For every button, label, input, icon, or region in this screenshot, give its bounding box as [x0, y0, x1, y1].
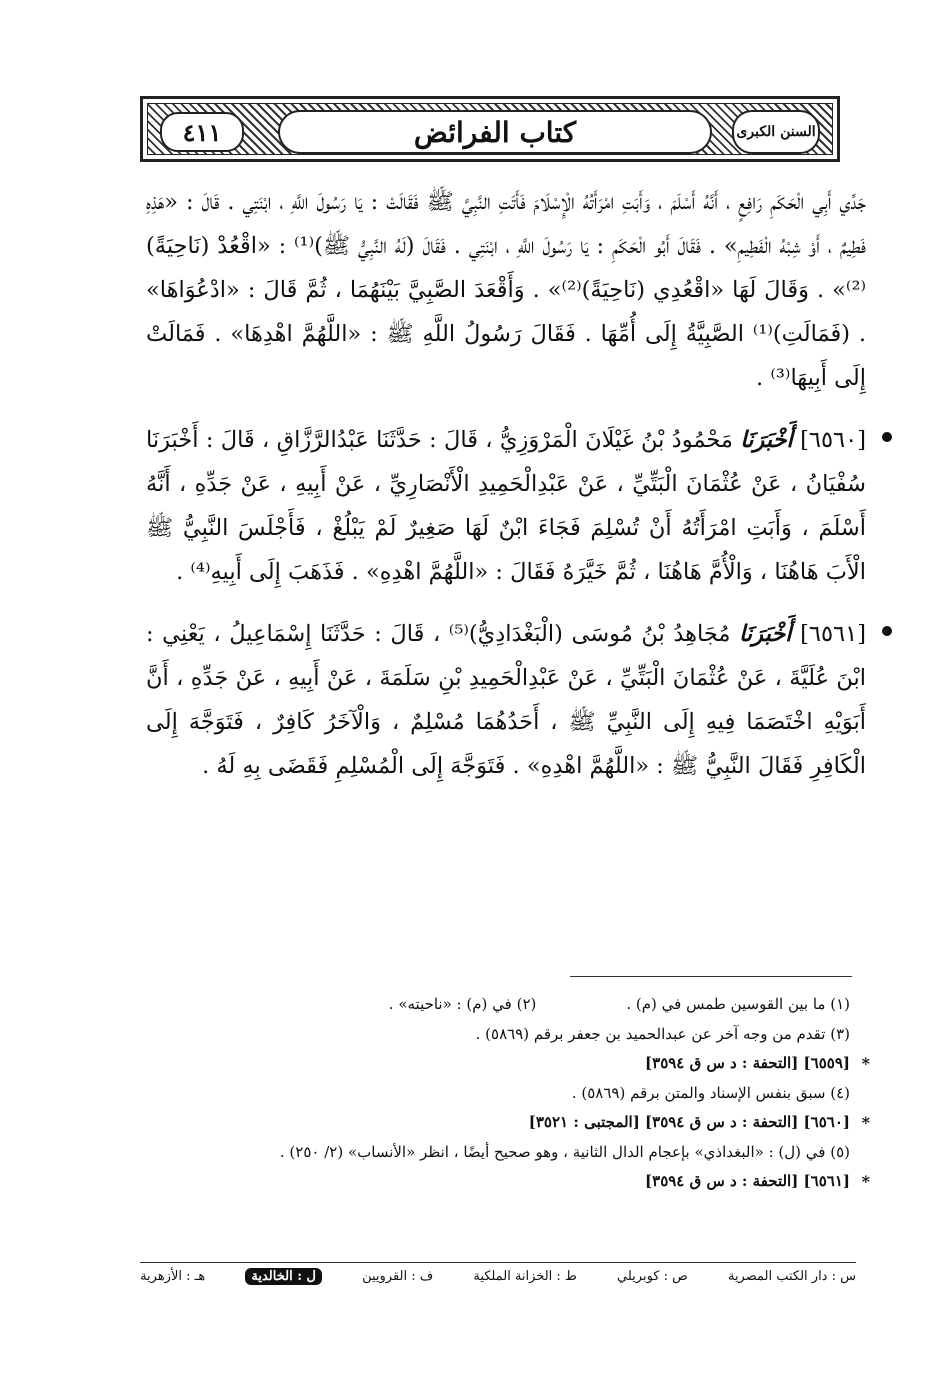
- manuscript-legend: [140, 1268, 856, 1285]
- footnote-2: (٢) في (م) : «ناحيته» .: [388, 995, 537, 1013]
- hadith-lead: أَخْبَرَنَا: [740, 427, 793, 453]
- hadith-number: [٦٥٦١]: [800, 621, 867, 647]
- star-icon: *: [861, 1054, 870, 1073]
- star-icon: *: [861, 1172, 870, 1191]
- legend-item: ط : الخزانة الملكية: [473, 1269, 577, 1284]
- tuhfa-6559: [150, 1049, 870, 1079]
- chapter-title: كتاب الفرائض: [278, 110, 712, 154]
- page-number: ٤١١: [160, 112, 244, 152]
- legend-item-highlighted: ل : الخالدية: [245, 1268, 322, 1285]
- tuhfa-ref: [٦٥٦٠] [التحفة : د س ق ٣٥٩٤] [المجتبى : ٣٥٢١]: [528, 1113, 850, 1131]
- footnotes: [150, 990, 870, 1197]
- hadith-text: مُجَاهِدُ بْنُ مُوسَى (الْبَغْدَادِيُّ)⁽⁵⁾ ، قَالَ : حَدَّثَنَا إِسْمَاعِيلُ ، يَعْنِي : ابْنَ عُلَيَّةَ ، عَنْ عُثْمَانَ الْبَتِّيِّ ، عَنْ عَبْدِالْحَمِيدِ بْنِ سَلَمَةَ ، عَنْ أَبِيهِ ، عَنْ جَدِّهِ ، أَنَّ أَبَوَيْهِ اخْتَصَمَا فِيهِ إِلَى النَّبِيِّ ﷺ ، أَحَدُهُمَا مُسْلِمٌ ، وَالْآخَرُ كَافِرٌ ، فَتَوَجَّهَ إِلَى الْكَافِرِ فَقَالَ النَّبِيُّ ﷺ : «اللَّهُمَّ اهْدِهِ» . فَتَوَجَّهَ إِلَى الْمُسْلِمِ فَقَضَى بِهِ لَهُ .: [146, 621, 866, 779]
- legend-divider: [140, 1262, 856, 1263]
- main-text: [146, 180, 866, 788]
- footnote-5: (٥) في (ل) : «البغداذي» بإعجام الدال الثانية ، وهو صحيح أيضًا ، انظر «الأنساب» (٢/ ٢٥٠) .: [279, 1142, 850, 1161]
- tuhfa-6560: [150, 1108, 870, 1138]
- footnote-3: (٣) تقدم من وجه آخر عن عبدالحميد بن جعفر برقم (٥٨٦٩) .: [475, 1024, 850, 1043]
- footnote-divider: [570, 976, 852, 977]
- hadith-6561: [146, 612, 866, 788]
- legend-item: ف : القرويين: [362, 1269, 434, 1284]
- book-logo: السنن الكبرى: [732, 110, 820, 154]
- footnote-1: (١) ما بين القوسين طمس في (م) .: [626, 995, 850, 1013]
- footnote-4: (٤) سبق بنفس الإسناد والمتن برقم (٥٨٦٩) .: [571, 1083, 850, 1102]
- footnote-row: [150, 990, 850, 1020]
- tuhfa-ref: [٦٥٦١] [التحفة : د س ق ٣٥٩٤]: [645, 1172, 850, 1190]
- legend-item: ص : كوبريلي: [617, 1269, 688, 1284]
- hadith-lead: أَخْبَرَنَا: [739, 621, 792, 647]
- star-icon: *: [861, 1113, 870, 1132]
- hadith-6560: [146, 418, 866, 594]
- bullet-icon: [882, 432, 892, 442]
- header-ornament: [147, 103, 833, 155]
- intro-paragraph: جَدِّي أَبِي الْحَكَمِ رَافِعٍ ، أَنَّهُ أَسْلَمَ ، وَأَبَتِ امْرَأَتُهُ الْإِسْلَامَ فَأَتَتِ النَّبِيَّ ﷺ فَقَالَتْ : يَا رَسُولَ اللَّهِ ، ابْنَتِي . قَالَ : «هَذِهِ فَطِيمٌ ، أَوْ شِبْهُ الْفَطِيمِ» . فَقَالَ أَبُو الْحَكَمِ : يَا رَسُولَ اللَّهِ ، ابْنَتِي . فَقَالَ (لَهُ النَّبِيُّ ﷺ)⁽¹⁾ : «اقْعُدْ (نَاحِيَةً)⁽²⁾» . وَقَالَ لَهَا «اقْعُدِي (نَاحِيَةً)⁽²⁾» . وَأَقْعَدَ الصَّبِيَّ بَيْنَهُمَا ، ثُمَّ قَالَ : «ادْعُوَاهَا» . (فَمَالَتِ)⁽¹⁾ الصَّبِيَّةُ إِلَى أُمِّهَا . فَقَالَ رَسُولُ اللَّهِ ﷺ : «اللَّهُمَّ اهْدِهَا» . فَمَالَتْ إِلَى أَبِيهَا⁽³⁾ .: [146, 189, 867, 391]
- tuhfa-ref: [٦٥٥٩] [التحفة : د س ق ٣٥٩٤]: [645, 1054, 850, 1072]
- bullet-icon: [882, 626, 892, 636]
- hadith-number: [٦٥٦٠]: [800, 427, 866, 453]
- legend-item: هـ : الأزهرية: [140, 1269, 206, 1284]
- legend-item: س : دار الكتب المصرية: [727, 1269, 856, 1284]
- tuhfa-6561: [150, 1167, 870, 1197]
- page-header: [140, 96, 840, 162]
- hadith-text: مَحْمُودُ بْنُ غَيْلَانَ الْمَرْوَزِيُّ ، قَالَ : حَدَّثَنَا عَبْدُالرَّزَّاقِ ، قَالَ : أَخْبَرَنَا سُفْيَانُ ، عَنْ عُثْمَانَ الْبَتِّيِّ ، عَنْ عَبْدِالْحَمِيدِ الْأَنْصَارِيِّ ، عَنْ أَبِيهِ ، عَنْ جَدِّهِ ، أَنَّهُ أَسْلَمَ ، وَأَبَتِ امْرَأَتُهُ أَنْ تُسْلِمَ فَجَاءَ ابْنٌ لَهَا صَغِيرٌ لَمْ يَبْلُغْ ، فَأَجْلَسَ النَّبِيُّ ﷺ الْأَبَ هَاهُنَا ، وَالْأُمَّ هَاهُنَا ، ثُمَّ خَيَّرَهُ فَقَالَ : «اللَّهُمَّ اهْدِهِ» . فَذَهَبَ إِلَى أَبِيهِ⁽⁴⁾ .: [146, 427, 866, 585]
